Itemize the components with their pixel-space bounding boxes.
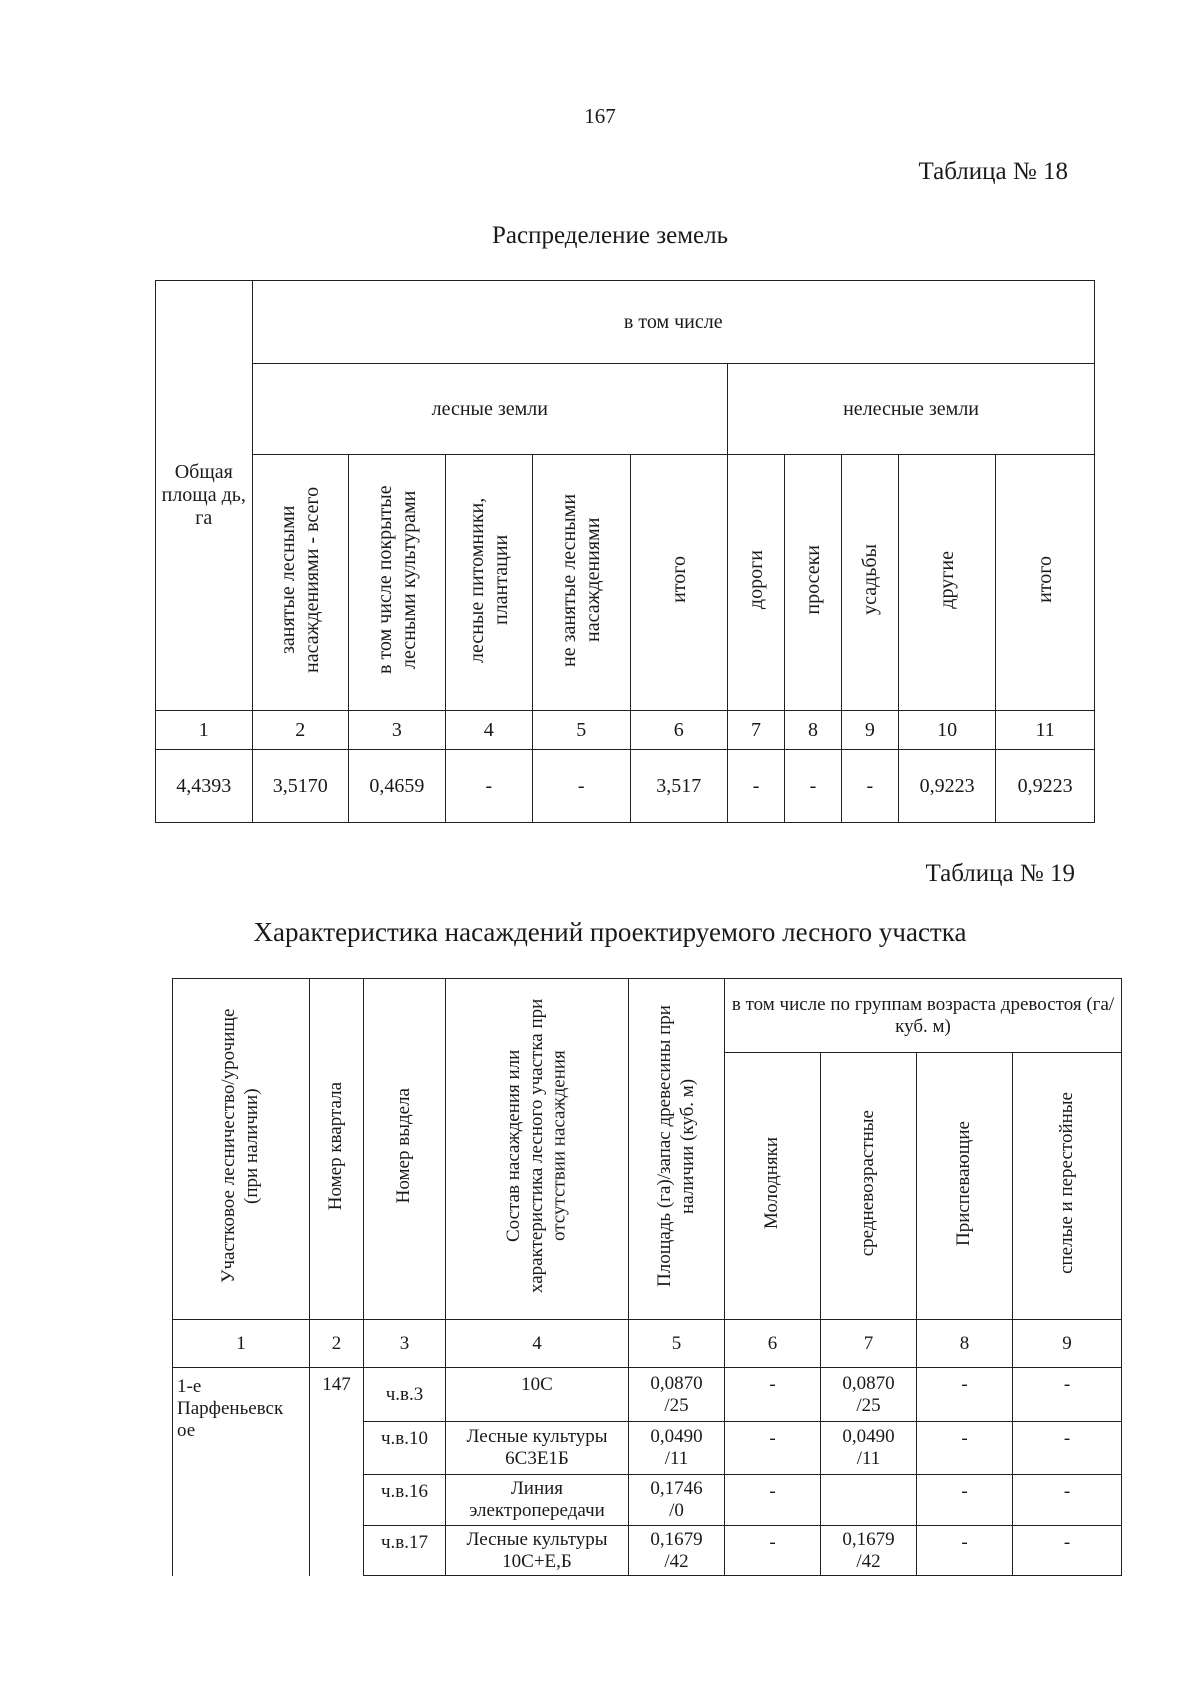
cell-roads: - [728,750,785,823]
cell-forest-cultures: 0,4659 [349,750,446,823]
cell-district: 1-е Парфеньевск ое [173,1368,310,1576]
cell-ripening: - [917,1368,1013,1422]
header-nonforest-total: итого [996,455,1095,711]
cell-young: - [725,1368,821,1422]
header-other: другие [898,455,996,711]
table-row [173,1368,1122,1422]
cell-mature: - [1013,1422,1122,1475]
cell-mature: - [1013,1368,1122,1422]
cell-middle-aged: 0,0490 /11 [821,1422,917,1475]
header-total-area: Общая площа дь, га [156,281,253,711]
header-not-occupied: не занятые лесными насаждениями [532,455,630,711]
cell-section: ч.в.10 [364,1422,446,1475]
cell-young: - [725,1475,821,1526]
column-number-row [173,1320,1122,1368]
cell-area: 0,0490 /11 [629,1422,725,1475]
header-occupied-by-plantations: занятые лесными насаждениями - всего [252,455,349,711]
cell-composition: Лесные культуры 6С3Е1Б [446,1422,629,1475]
cell-ripening: - [917,1475,1013,1526]
cell-mature: - [1013,1475,1122,1526]
col-number: 11 [996,711,1095,750]
cell-composition: Линия электропередачи [446,1475,629,1526]
cell-middle-aged [821,1475,917,1526]
cell-ripening: - [917,1422,1013,1475]
col-number: 4 [445,711,532,750]
cell-other: 0,9223 [898,750,996,823]
header-age-groups: в том числе по группам возраста древостоя (га/куб. м) [725,979,1122,1053]
col-number: 8 [784,711,841,750]
cell-young: - [725,1422,821,1475]
header-section: Номер выдела [364,979,446,1320]
col-number: 1 [156,711,253,750]
cell-area: 0,1746 /0 [629,1475,725,1526]
header-roads: дороги [728,455,785,711]
col-number: 4 [446,1320,629,1368]
header-ripening: Приспевающие [917,1053,1013,1320]
cell-section: ч.в.3 [364,1368,446,1422]
header-nonforest-lands: нелесные земли [728,364,1095,455]
header-young: Молодняки [725,1053,821,1320]
cell-area: 0,0870 /25 [629,1368,725,1422]
col-number: 3 [349,711,446,750]
col-number: 5 [629,1320,725,1368]
col-number: 6 [725,1320,821,1368]
cell-estates: - [841,750,898,823]
cell-nurseries: - [445,750,532,823]
header-composition: Состав насаждения или характеристика лесного участка при отсутствии насаждения [446,979,629,1320]
col-number: 2 [252,711,349,750]
cell-middle-aged: 0,0870 /25 [821,1368,917,1422]
cell-occupied: 3,5170 [252,750,349,823]
cell-young: - [725,1526,821,1576]
cell-total-area: 4,4393 [156,750,253,823]
col-number: 9 [1013,1320,1122,1368]
header-quarter: Номер квартала [310,979,364,1320]
cell-section: ч.в.17 [364,1526,446,1576]
col-number: 3 [364,1320,446,1368]
header-area: Площадь (га)/запас древесины при наличии (куб. м) [629,979,725,1320]
table-19-title: Характеристика насаждений проектируемого лесного участка [253,917,967,947]
col-number: 8 [917,1320,1013,1368]
header-clearings: просеки [784,455,841,711]
col-number: 1 [173,1320,310,1368]
cell-mature: - [1013,1526,1122,1576]
cell-middle-aged: 0,1679 /42 [821,1526,917,1576]
col-number: 7 [821,1320,917,1368]
table-row [156,750,1095,823]
page-number: 167 [584,104,616,128]
header-mature: спелые и перестойные [1013,1053,1122,1320]
header-middle-aged: средневозрастные [821,1053,917,1320]
cell-area: 0,1679 /42 [629,1526,725,1576]
header-including: в том числе [252,281,1094,364]
col-number: 5 [532,711,630,750]
cell-forest-total: 3,517 [630,750,728,823]
col-number: 7 [728,711,785,750]
cell-quarter: 147 [310,1368,364,1576]
plantation-characteristics-table [172,978,1122,1576]
cell-nonforest-total: 0,9223 [996,750,1095,823]
header-district: Участковое лесничество/урочище (при наличии) [173,979,310,1320]
cell-composition: Лесные культуры 10С+Е,Б [446,1526,629,1576]
header-forest-lands: лесные земли [252,364,728,455]
col-number: 9 [841,711,898,750]
column-number-row [156,711,1095,750]
cell-section: ч.в.16 [364,1475,446,1526]
land-distribution-table [155,280,1095,823]
header-forest-total: итого [630,455,728,711]
col-number: 6 [630,711,728,750]
cell-clearings: - [784,750,841,823]
header-estates: усадьбы [841,455,898,711]
cell-not-occupied: - [532,750,630,823]
cell-composition: 10С [446,1368,629,1422]
col-number: 2 [310,1320,364,1368]
cell-ripening: - [917,1526,1013,1576]
header-nurseries: лесные питомники, плантации [445,455,532,711]
table-18-label: Таблица № 18 [918,158,1068,185]
table-18-title: Распределение земель [492,222,728,249]
col-number: 10 [898,711,996,750]
table-19-label: Таблица № 19 [925,860,1075,887]
header-forest-cultures: в том числе покрытые лесными культурами [349,455,446,711]
